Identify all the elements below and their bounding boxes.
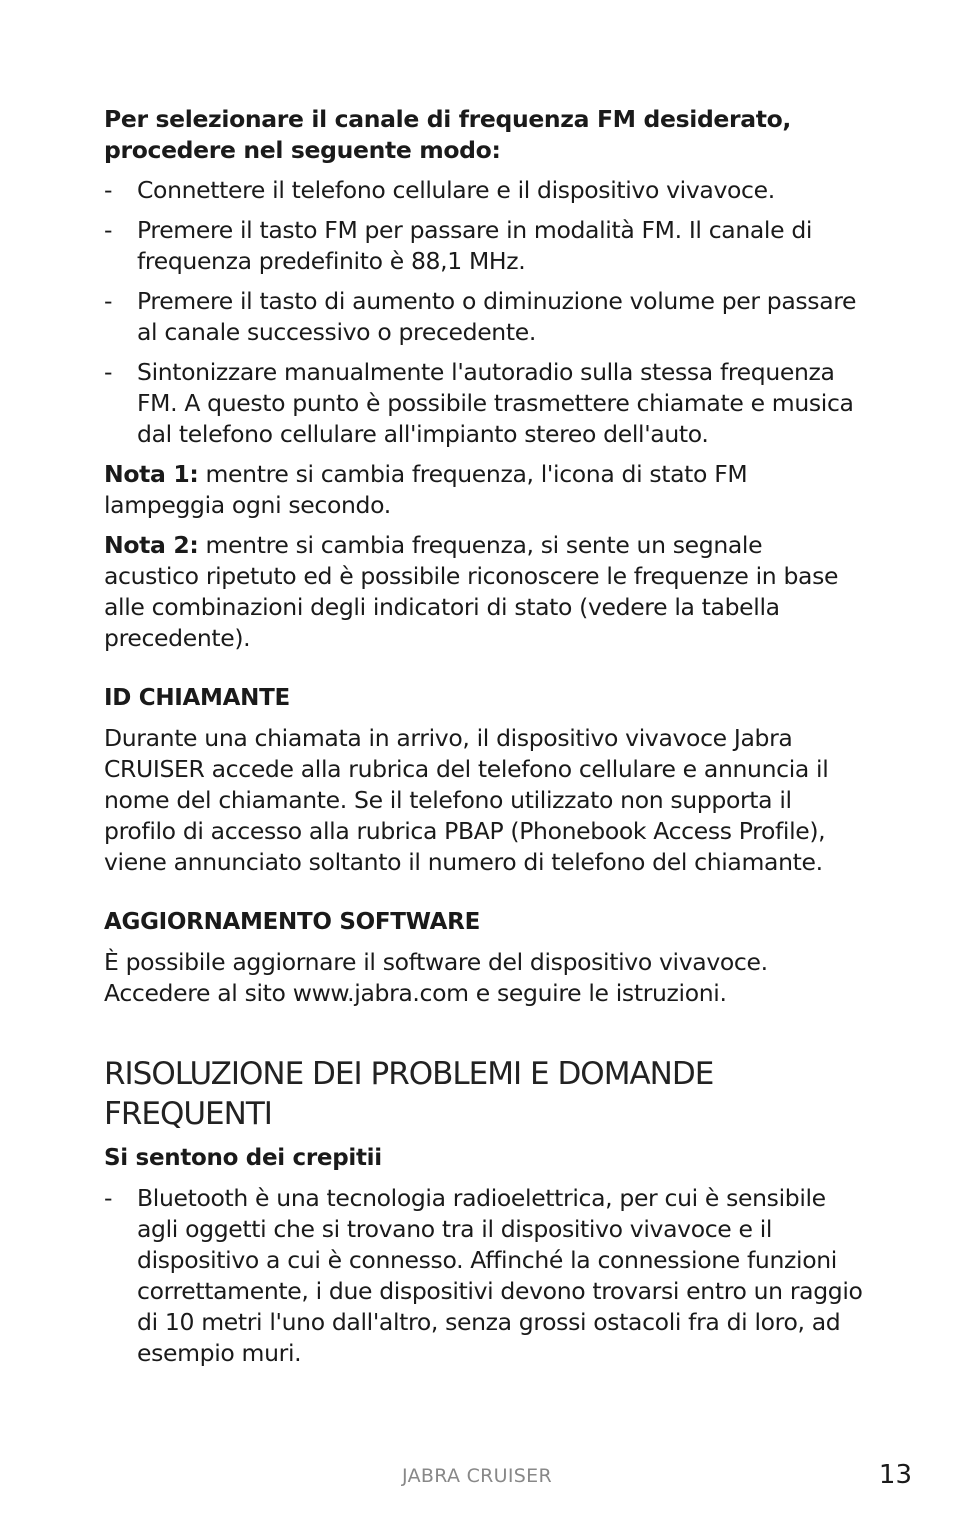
list-item-text: Premere il tasto FM per passare in modalità FM. Il canale di frequenza predefinito è 88,1 MHz. (137, 216, 813, 275)
list-dash: - (104, 287, 113, 315)
fm-steps-list (104, 175, 864, 450)
list-dash: - (104, 176, 113, 204)
caller-id-body: Durante una chiamata in arrivo, il dispositivo vivavoce Jabra CRUISER accede alla rubrica del telefono cellulare e annuncia il nome del chiamante. Se il telefono utilizzato non supporta il profilo di accesso alla rubrica PBAP (Phonebook Access Profile), viene annunciato soltanto il numero di telefono del chiamante. (104, 724, 829, 876)
note-2-label: Nota 2: (104, 531, 199, 559)
list-item (104, 286, 864, 348)
software-update-line-1: È possibile aggiornare il software del dispositivo vivavoce. (104, 948, 768, 976)
list-item-text: Connettere il telefono cellulare e il dispositivo vivavoce. (137, 176, 775, 204)
list-item (104, 215, 864, 277)
page-number: 13 (878, 1460, 912, 1490)
note-1-text: mentre si cambia frequenza, l'icona di stato FM lampeggia ogni secondo. (104, 460, 748, 519)
software-update-line-2: Accedere al sito www.jabra.com e seguire le istruzioni. (104, 979, 727, 1007)
list-item (104, 357, 864, 450)
fm-intro: Per selezionare il canale di frequenza FM desiderato, procedere nel seguente modo: (104, 105, 792, 164)
note-2 (104, 530, 864, 654)
list-item-text: Sintonizzare manualmente l'autoradio sulla stessa frequenza FM. A questo punto è possibile trasmettere chiamate e musica dal telefono cellulare all'impianto stereo dell'auto. (137, 358, 854, 448)
list-item (104, 175, 864, 206)
list-dash: - (104, 1184, 113, 1212)
note-1-label: Nota 1: (104, 460, 199, 488)
troubleshooting-list (104, 1183, 864, 1369)
list-item-text: Premere il tasto di aumento o diminuzione volume per passare al canale successivo o precedente. (137, 287, 857, 346)
caller-id-heading: ID CHIAMANTE (104, 685, 290, 711)
note-2-text: mentre si cambia frequenza, si sente un segnale acustico ripetuto ed è possibile riconoscere le frequenze in base alle combinazioni degli indicatori di stato (vedere la tabella precedente). (104, 531, 839, 652)
list-item (104, 1183, 864, 1369)
list-dash: - (104, 358, 113, 386)
crackling-subheading: Si sentono dei crepitii (104, 1145, 382, 1171)
list-dash: - (104, 216, 113, 244)
footer-brand: JABRA CRUISER (402, 1465, 552, 1487)
troubleshooting-title: RISOLUZIONE DEI PROBLEMI E DOMANDE FREQUENTI (104, 1056, 714, 1132)
software-update-heading: AGGIORNAMENTO SOFTWARE (104, 909, 480, 935)
manual-page (104, 104, 864, 1369)
list-item-text: Bluetooth è una tecnologia radioelettrica, per cui è sensibile agli oggetti che si trovano tra il dispositivo vivavoce e il dispositivo a cui è connesso. Affinché la connessione funzioni correttamente, i due dispositivi devono trovarsi entro un raggio di 10 metri l'uno dall'altro, senza grossi ostacoli fra di loro, ad esempio muri. (137, 1184, 863, 1367)
note-1 (104, 459, 864, 521)
